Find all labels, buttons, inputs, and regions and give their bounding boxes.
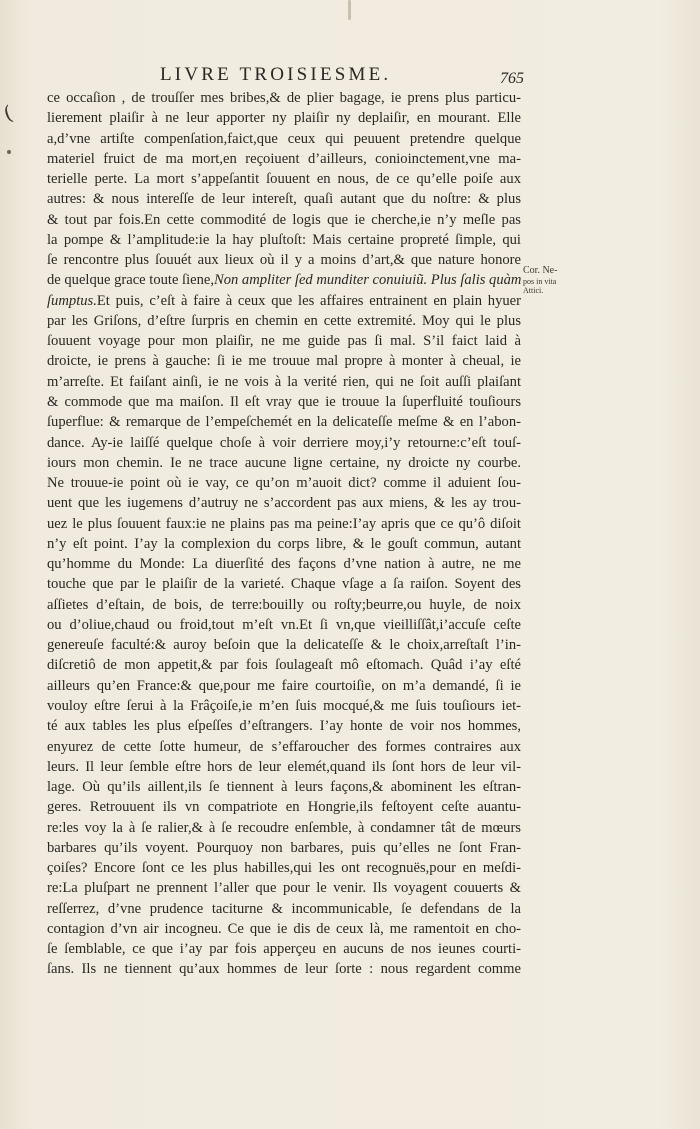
text-segment: Non ampliter ſed munditer conuiuiũ. Plus ſalis quàm [214,272,522,289]
text-line [47,737,521,757]
text-segment: barbares qu’ils voyent. Pourquoy non barbares, puis qu’elles ne ſont Fran- [47,839,521,856]
text-segment: iours mon chemin. Ie ne trace aucune ligne certaine, ny droicte ny courbe. [47,454,521,471]
text-segment: de quelque grace toute ſiene, [47,272,214,289]
text-segment: n’y eſt point. I’ay la complexion du corps libre, & le gouſt commun, autant [47,535,521,552]
running-title: LIVRE TROISIESME. [160,64,392,85]
text-segment: terielle perte. La mort s’appeſantit ſouuent en nous, de ce qu’elle poiſe aux [47,171,521,188]
margin-note-line: Attici. [523,286,544,295]
text-segment: uez le plus ſouuent faux:ie ne plains pas ma peine:I’ay apris que ce qu’ô diſoit [47,515,521,532]
text-line [47,433,521,453]
text-line [47,818,521,838]
margin-note-line: pos in vita [523,277,557,286]
text-line [47,189,521,209]
text-segment: ſumptus. [47,292,97,309]
text-segment: aſſietes d’eſtain, de bois, de terre:bouilly ou roſty;beurre,ou huyle, de noix [47,596,521,613]
text-line [47,412,521,432]
text-line [47,757,521,777]
text-segment: droicte, ie prens à gauche: ſi ie me trouue mal propre à monter à cheual, ie [47,353,521,370]
text-segment: ſe ſemblable, ce que i’ay par fois apperçeu en aucuns de nos ieunes courti- [47,941,521,958]
text-segment: dance. Ay-ie laiſſé quelque choſe à voir derriere moy,i’y retourne:c’eſt touſ- [47,434,521,451]
text-line [47,838,521,858]
text-line [47,514,521,534]
text-segment: diſcretiô de mon appetit,& par fois ſoulageaſt mô eſtomach. Quâd i’ay eſté [47,657,521,674]
body-text [47,88,521,980]
text-segment: geres. Retrouuent ils vn compatriote en Hongrie,ils feſtoyent ceſte auantu- [47,799,521,816]
text-line [47,899,521,919]
text-line [47,493,521,513]
text-line [47,878,521,898]
text-segment: ſouuent voyage pour mon plaiſir, ne me guide pas ſi mal. S’il faict laid à [47,333,521,350]
text-line [47,270,521,290]
text-segment: autres: & nous intereſſe de leur intereſt, quaſi autant que du noſtre: & plus [47,191,521,208]
text-segment: uent que les iugemens d’autruy ne s’accordent pas aux miens, & les ay trou- [47,495,521,512]
text-segment: touche que par le plaiſir de la varieté. Chaque vſage a ſa raiſon. Soyent des [47,576,521,593]
text-segment: Et puis, c’eſt à faire à ceux que les affaires entrainent en plain hyuer [96,292,521,309]
text-line [47,716,521,736]
text-line [47,595,521,615]
paper-blemish [348,0,351,20]
text-line [47,351,521,371]
text-segment: re:La pluſpart ne prennent l’aller que pour le venir. Ils voyagent couuerts & [47,880,521,897]
text-segment: ou d’oliue,chaud ou froid,tout m’eſt vn.Et ſi vn,que vieilliſſât,i’accuſe ceſte [47,616,521,633]
text-line [47,311,521,331]
page-number: 765 [500,70,524,87]
margin-note-reference: Cor. Ne- [523,265,558,276]
text-line [47,291,521,311]
text-line [47,129,521,149]
text-line [47,331,521,351]
text-line [47,939,521,959]
text-line [47,473,521,493]
text-segment: & commode que ma maiſon. Il eſt vray que ie trouue la ſuperfluité touſiours [47,393,521,410]
text-segment: ſe rencontre plus ſouuét aux lieux où il y a moins d’art,& que nature honore [47,252,521,269]
text-segment: contagion d’vn air incogneu. Ce que ie dis de ceux là, me ramentoit en cho- [47,920,521,937]
margin-note [523,265,573,295]
text-line [47,655,521,675]
text-line [47,392,521,412]
text-segment: la pompe & l’amplitude:ie la hay pluſtoſt: Mais certaine propreté ſimple, qui [47,231,521,248]
text-segment: genereuſe faculté:& auroy beſoin que la delicateſſe & le choix,arreſtaſt l’in- [47,637,521,654]
text-segment: ſuperflue: & remarque de l’empeſchemét en la delicateſſe meſme & en l’abon- [47,414,521,431]
text-line [47,230,521,250]
text-line [47,554,521,574]
text-line [47,858,521,878]
text-line [47,534,521,554]
text-line [47,676,521,696]
text-segment: leurs. Il leur ſemble eſtre hors de leur elemét,quand ils ſont hors de leur vil- [47,758,521,775]
text-line [47,210,521,230]
text-line [47,959,521,979]
text-segment: Ne trouue-ie point où ie vay, ce qu’on m’auoit dict? comme il aduient ſou- [47,475,521,492]
text-line [47,250,521,270]
text-segment: re:les voy la à ſe ralier,& à ſe recoudre enſemble, à condamner tât de mœurs [47,819,521,836]
text-line [47,149,521,169]
text-segment: qu’homme du Monde: La diuerſité des façons d’vne nation à autre, ne me [47,556,521,573]
text-segment: té aux tables les plus eſpeſſes d’eſtrangers. I’ay honte de voir nos hommes, [47,718,521,735]
text-segment: lage. Où qu’ils aillent,ils ſe tiennent à leurs façons,& abominent les eſtran- [47,779,521,796]
text-line [47,169,521,189]
text-segment: par les Griſons, d’eſtre ſurpris en chemin en cette extremité. Moy qui le plus [47,312,521,329]
text-segment: çoiſes? Encore ſont ce les plus habilles,qui les ont recognuës,pour en meſdi- [47,860,521,877]
text-line [47,777,521,797]
text-line [47,108,521,128]
text-line [47,574,521,594]
text-segment: & tout par fois.En cette commodité de logis que ie cherche,ie n’y meſle pas [47,211,521,228]
text-line [47,372,521,392]
text-segment: enyurez de cette ſotte humeur, de s’effaroucher des formes contraires aux [47,738,521,755]
text-segment: a,d’vne artiſte compenſation,faict,que ceux qui peuuent pretendre quelque [47,130,521,147]
text-line [47,615,521,635]
margin-ink-mark: ( [0,100,16,126]
text-segment: m’arreſte. Et faiſant ainſi, ie ne vois à la verité rien, qui ne ſoit auſſi plaiſant [47,373,521,390]
text-segment: lierement plaiſir à ne leur apporter ny plaiſir ny deplaiſir, en mourant. Elle [47,110,521,127]
text-segment: reſſerrez, d’vne prudence taciturne & incommunicable, ſe defendans de la [47,900,521,917]
text-line [47,919,521,939]
text-line [47,453,521,473]
text-segment: ſans. Ils ne tiennent qu’aux hommes de leur ſorte : nous regardent comme [47,961,521,978]
text-line [47,696,521,716]
text-line [47,797,521,817]
text-line [47,88,521,108]
text-segment: vouloy eſtre ſerui à la Frâçoiſe,ie m’en ſuis mocqué,& me ſuis touſiours iet- [47,697,521,714]
text-line [47,635,521,655]
text-segment: materiel fruict de ma mort,en reçoiuent d’ailleurs, conioinctement,vne ma- [47,150,521,167]
text-segment: ce occaſion , de trouſſer mes bribes,& de plier bagage, ie prens plus particu- [47,90,521,106]
margin-ink-dot [7,150,11,154]
text-segment: ailleurs qu’en France:& que,pour me faire courtoiſie, on m’a demandé, ſi ie [47,677,521,694]
